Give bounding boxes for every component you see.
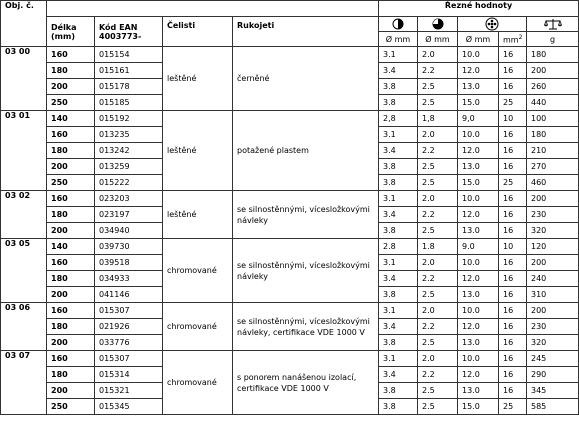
object-code: 03 05 [1,239,47,303]
value-cell: 210 [527,143,579,159]
value-cell: 2.5 [418,383,458,399]
ean-cell: 015321 [95,383,163,399]
value-cell: 13.0 [458,287,499,303]
value-cell: 2.2 [418,63,458,79]
ean-cell: 015192 [95,111,163,127]
value-cell: 2.5 [418,175,458,191]
value-cell: 3.4 [379,207,418,223]
value-cell: 3.4 [379,319,418,335]
value-cell: 3.8 [379,335,418,351]
length-cell: 200 [47,79,95,95]
value-cell: 270 [527,159,579,175]
ean-cell: 013235 [95,127,163,143]
header-ean [95,17,163,47]
header-length-line1: Délka [51,22,77,32]
table-row [1,191,579,207]
balance-scale-icon [527,17,579,32]
value-cell: 3.1 [379,47,418,63]
header-length-line2: (mm) [51,31,75,41]
length-cell: 180 [47,367,95,383]
value-cell: 260 [527,79,579,95]
value-cell: 3.1 [379,191,418,207]
value-cell: 3.8 [379,383,418,399]
length-cell: 250 [47,95,95,111]
ean-cell: 033776 [95,335,163,351]
value-cell: 240 [527,271,579,287]
value-cell: 13.0 [458,383,499,399]
value-cell: 2.2 [418,367,458,383]
handles-cell: potažené plastem [233,111,379,191]
ean-cell: 021926 [95,319,163,335]
table-row [1,111,579,127]
value-cell: 200 [527,303,579,319]
ean-cell: 015222 [95,175,163,191]
value-cell: 2.0 [418,191,458,207]
value-cell: 25 [499,175,527,191]
three-quarter-filled-circle-icon [418,17,458,32]
value-cell: 10 [499,239,527,255]
ean-cell: 015314 [95,367,163,383]
length-cell: 200 [47,159,95,175]
value-cell: 13.0 [458,335,499,351]
value-cell: 16 [499,63,527,79]
value-cell: 15.0 [458,399,499,415]
ean-cell: 015345 [95,399,163,415]
ean-cell: 039518 [95,255,163,271]
handles-cell: se silnostěnnými, vícesložkovými návleky [233,191,379,239]
jaws-cell: chromované [163,239,233,303]
value-cell: 2.5 [418,159,458,175]
value-cell: 120 [527,239,579,255]
value-cell: 1.8 [418,239,458,255]
header-ean-line1: Kód EAN [99,22,138,32]
object-code: 03 02 [1,191,47,239]
value-cell: 9,0 [458,111,499,127]
value-cell: 2.5 [418,79,458,95]
header-jaws: Čelisti [163,17,233,47]
value-cell: 16 [499,287,527,303]
value-cell: 2.5 [418,399,458,415]
value-cell: 10.0 [458,127,499,143]
value-cell: 3.1 [379,303,418,319]
value-cell: 16 [499,255,527,271]
unit-weight: g [527,32,579,47]
length-cell: 200 [47,335,95,351]
jaws-cell: chromované [163,303,233,351]
value-cell: 2.2 [418,319,458,335]
value-cell: 230 [527,207,579,223]
wire-strand-circle-icon [458,17,527,32]
value-cell: 16 [499,223,527,239]
value-cell: 15.0 [458,95,499,111]
value-cell: 3.1 [379,255,418,271]
value-cell: 245 [527,351,579,367]
value-cell: 3.8 [379,399,418,415]
unit-diameter-1: Ø mm [379,32,418,47]
length-cell: 160 [47,351,95,367]
value-cell: 12.0 [458,63,499,79]
length-cell: 160 [47,255,95,271]
ean-cell: 034933 [95,271,163,287]
length-cell: 250 [47,399,95,415]
ean-cell: 015154 [95,47,163,63]
length-cell: 200 [47,287,95,303]
handles-cell: se silnostěnnými, vícesložkovými návleky [233,239,379,303]
value-cell: 460 [527,175,579,191]
value-cell: 1,8 [418,111,458,127]
value-cell: 2.5 [418,287,458,303]
object-code: 03 07 [1,351,47,415]
value-cell: 12.0 [458,271,499,287]
ean-cell: 015185 [95,95,163,111]
ean-cell: 013259 [95,159,163,175]
table-row [1,47,579,63]
length-cell: 200 [47,223,95,239]
jaws-cell: leštěné [163,191,233,239]
value-cell: 13.0 [458,159,499,175]
value-cell: 16 [499,47,527,63]
value-cell: 180 [527,127,579,143]
value-cell: 10.0 [458,191,499,207]
value-cell: 16 [499,159,527,175]
value-cell: 3.8 [379,79,418,95]
length-cell: 140 [47,111,95,127]
value-cell: 585 [527,399,579,415]
value-cell: 2.2 [418,207,458,223]
value-cell: 200 [527,63,579,79]
value-cell: 2.5 [418,223,458,239]
object-code: 03 01 [1,111,47,191]
value-cell: 100 [527,111,579,127]
length-cell: 180 [47,271,95,287]
value-cell: 25 [499,399,527,415]
unit-cross-section: $mm^2$ [499,32,527,47]
value-cell: 3.4 [379,143,418,159]
object-code: 03 00 [1,47,47,111]
value-cell: 2.5 [418,95,458,111]
value-cell: 320 [527,223,579,239]
header-cutting-values: Řezné hodnoty [379,1,579,17]
value-cell: 16 [499,207,527,223]
handles-cell: černěné [233,47,379,111]
value-cell: 3.8 [379,287,418,303]
value-cell: 2.8 [379,239,418,255]
value-cell: 2.0 [418,255,458,271]
value-cell: 3.8 [379,95,418,111]
length-cell: 160 [47,303,95,319]
header-obj: Obj. č. [1,1,47,47]
value-cell: 2.2 [418,143,458,159]
value-cell: 16 [499,351,527,367]
table-row [1,239,579,255]
length-cell: 180 [47,319,95,335]
value-cell: 16 [499,303,527,319]
value-cell: 10.0 [458,255,499,271]
value-cell: 13.0 [458,79,499,95]
length-cell: 180 [47,143,95,159]
handles-cell: se silnostěnnými, vícesložkovými návleky, certifikace VDE 1000 V [233,303,379,351]
ean-cell: 023203 [95,191,163,207]
value-cell: 10.0 [458,351,499,367]
value-cell: 16 [499,127,527,143]
ean-cell: 013242 [95,143,163,159]
value-cell: 3.8 [379,223,418,239]
ean-cell: 015307 [95,303,163,319]
value-cell: 440 [527,95,579,111]
header-length [47,17,95,47]
value-cell: 16 [499,143,527,159]
ean-cell: 041146 [95,287,163,303]
value-cell: 2.0 [418,351,458,367]
value-cell: 3.1 [379,127,418,143]
value-cell: 3.1 [379,351,418,367]
value-cell: 15.0 [458,175,499,191]
length-cell: 200 [47,383,95,399]
value-cell: 2,8 [379,111,418,127]
value-cell: 10 [499,111,527,127]
table-body [1,47,579,415]
unit-diameter-2: Ø mm [418,32,458,47]
length-cell: 250 [47,175,95,191]
length-cell: 160 [47,191,95,207]
value-cell: 10.0 [458,303,499,319]
length-cell: 160 [47,47,95,63]
ean-cell: 034940 [95,223,163,239]
ean-cell: 015161 [95,63,163,79]
value-cell: 290 [527,367,579,383]
value-cell: 2.0 [418,303,458,319]
header-handles: Rukojeti [233,17,379,47]
value-cell: 200 [527,191,579,207]
value-cell: 3.4 [379,367,418,383]
value-cell: 25 [499,95,527,111]
value-cell: 2.0 [418,47,458,63]
value-cell: 16 [499,271,527,287]
value-cell: 16 [499,79,527,95]
ean-cell: 015178 [95,79,163,95]
length-cell: 180 [47,207,95,223]
ean-cell: 015307 [95,351,163,367]
value-cell: 3.8 [379,159,418,175]
value-cell: 16 [499,367,527,383]
header-ean-line2: 4003773- [99,31,142,41]
value-cell: 16 [499,191,527,207]
handles-cell: s ponorem nanášenou izolací, certifikace VDE 1000 V [233,351,379,415]
value-cell: 345 [527,383,579,399]
table-row [1,351,579,367]
value-cell: 9.0 [458,239,499,255]
value-cell: 12.0 [458,367,499,383]
table-row [1,303,579,319]
jaws-cell: leštěné [163,111,233,191]
ean-cell: 023197 [95,207,163,223]
value-cell: 16 [499,319,527,335]
value-cell: 13.0 [458,223,499,239]
value-cell: 2.2 [418,271,458,287]
value-cell: 16 [499,383,527,399]
length-cell: 180 [47,63,95,79]
value-cell: 3.4 [379,63,418,79]
value-cell: 12.0 [458,207,499,223]
value-cell: 320 [527,335,579,351]
half-filled-circle-icon [379,17,418,32]
value-cell: 2.0 [418,127,458,143]
value-cell: 200 [527,255,579,271]
value-cell: 16 [499,335,527,351]
value-cell: 2.5 [418,335,458,351]
value-cell: 310 [527,287,579,303]
value-cell: 3.4 [379,271,418,287]
jaws-cell: leštěné [163,47,233,111]
object-code: 03 06 [1,303,47,351]
value-cell: 180 [527,47,579,63]
value-cell: 3.8 [379,175,418,191]
jaws-cell: chromované [163,351,233,415]
ean-cell: 039730 [95,239,163,255]
length-cell: 140 [47,239,95,255]
length-cell: 160 [47,127,95,143]
value-cell: 230 [527,319,579,335]
value-cell: 12.0 [458,319,499,335]
value-cell: 10.0 [458,47,499,63]
value-cell: 12.0 [458,143,499,159]
unit-diameter-3: Ø mm [458,32,499,47]
